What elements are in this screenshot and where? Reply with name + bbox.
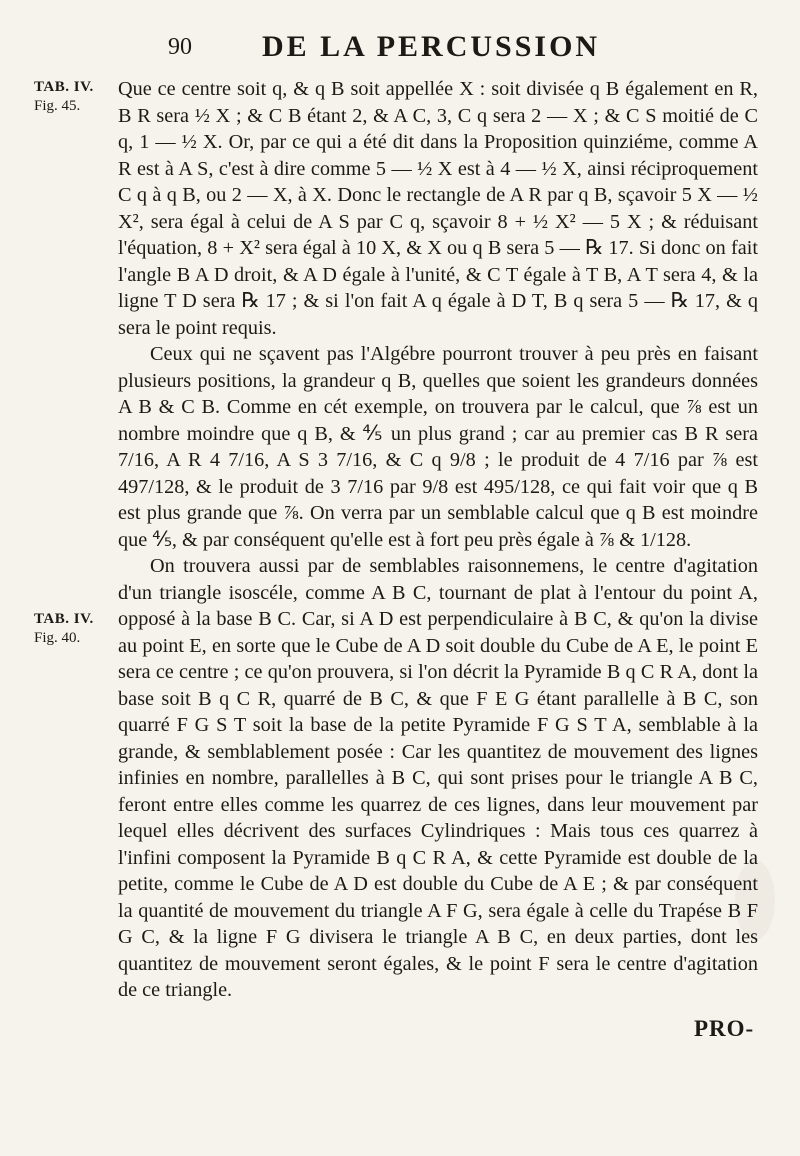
page-header (0, 30, 800, 70)
paragraph: On trouvera aussi par de semblables raisonnemens, le centre d'agitation d'un triangle isoscéle, comme A B C, tournant de plat à l'entour du point A, opposé à la base B C. Car, si A D est perpendiculaire à B C, & qu'on la divise au point E, en sorte que le Cube de A D soit double du Cube de A E, le point E sera ce centre ; ce qu'on prouvera, si l'on décrit la Pyramide B q C R A, dont la base soit B q C R, quarré de B C, & que F E G étant parallelle à B C, son quarré F G S T soit la base de la petite Pyramide F G S T A, semblable à la grande, & semblablement posée : Car les quantitez de mouvement des lignes infinies en nombre, parallelles à B C, qui sont prises pour le triangle A B C, feront entre elles comme les quarrez de ces lignes, dans leur mouvement par lequel elles décrivent des surfaces Cylindriques : Mais tous ces quarrez à l'infini composent la Pyramide B q C R A, & cette Pyramide est double de la petite, comme le Cube de A D est double du Cube de A E ; & par conséquent la quantité de mouvement du triangle A F G, sera égale à celle du Trapése B F G C, & la ligne F G divisera le triangle A B C, en deux parties, dont les quantitez de mouvement seront égales, & le point F sera le centre d'agitation de ce triangle. (118, 555, 758, 1001)
body-text (118, 76, 758, 1004)
margin-note-fig: Fig. 40. (34, 630, 81, 646)
margin-note-tab: TAB. IV. (34, 611, 94, 627)
margin-note-figure-45 (34, 78, 94, 116)
paragraph: Que ce centre soit q, & q B soit appellée X : soit divisée q B également en R, B R sera ½ X ; & C B étant 2, & A C, 3, C q sera 2 — X ; & C S moitié de C q, 1 — ½ X. Or, par ce qui a été dit dans la Proposition quinziéme, comme A R est à A S, c'est à dire comme 5 — ½ X est à 4 — ½ X, ainsi réciproquement C q à q B, ou 2 — X, à X. Donc le rectangle de A R par q B, sçavoir 5 X — ½ X², sera égal à celui de A S par C q, sçavoir 8 + ½ X² — 5 X ; & réduisant l'équation, 8 + X² sera égal à 10 X, & X ou q B sera 5 — ℞ 17. Si donc on fait l'angle B A D droit, & A D égale à l'unité, & C T égale à T B, A T sera 4, & la ligne T D sera ℞ 17 ; & si l'on fait A q égale à D T, B q sera 5 — ℞ 17, & q sera le point requis. (118, 78, 758, 339)
margin-note-tab: TAB. IV. (34, 79, 94, 95)
margin-note-figure-40 (34, 610, 94, 648)
catchword: PRO- (694, 1016, 755, 1041)
margin-note-fig: Fig. 45. (34, 98, 81, 114)
running-title: DE LA PERCUSSION (262, 30, 601, 63)
page-number: 90 (168, 34, 192, 60)
paragraph: Ceux qui ne sçavent pas l'Algébre pourront trouver à peu près en faisant plusieurs positions, la grandeur q B, quelles que soient les grandeurs données A B & C B. Comme en cét exemple, on trouvera par le calcul, que ⅞ est un nombre moindre que q B, & ⅘ un plus grand ; car au premier cas B R sera 7/16, A R 4 7/16, A S 3 7/16, & C q 9/8 ; le produit de 4 7/16 par ⅞ est 497/128, & le produit de 3 7/16 par 9/8 est 495/128, ce qui fait voir que q B est plus grande que ⅞. On verra par un semblable calcul que q B est moindre que ⅘, & par conséquent qu'elle est à fort peu près égale à ⅞ & 1/128. (118, 343, 758, 551)
